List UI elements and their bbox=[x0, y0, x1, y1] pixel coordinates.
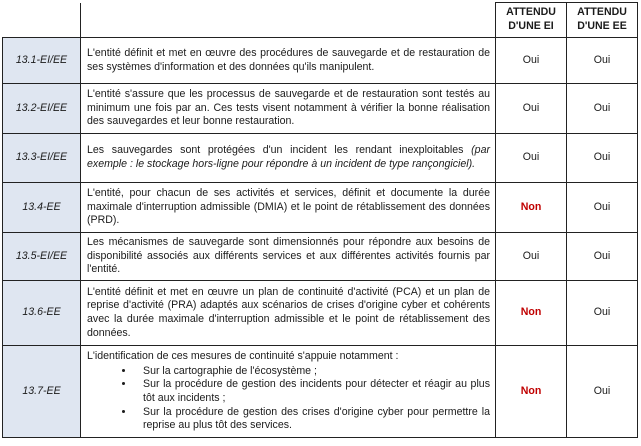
row-answer-ee: Oui bbox=[567, 183, 638, 233]
row-code: 13.3-EI/EE bbox=[3, 134, 81, 183]
row-answer-ei: Non bbox=[496, 346, 567, 438]
row-requirement-text: Les sauvegardes sont protégées d'un incident les rendant inexploitables bbox=[87, 144, 464, 157]
row-answer-ei: Non bbox=[496, 281, 567, 346]
row-code: 13.5-EI/EE bbox=[3, 233, 81, 281]
row-answer-ee: Oui bbox=[567, 346, 638, 438]
header-ei-line2: D'UNE EI bbox=[508, 20, 554, 32]
bullet-list bbox=[87, 365, 490, 433]
table-row bbox=[3, 84, 638, 134]
header-ee-line2: D'UNE EE bbox=[577, 20, 627, 32]
header-empty-cell bbox=[3, 3, 81, 38]
header-ei-line1: ATTENDU bbox=[506, 6, 556, 19]
row-requirement-text: L'identification de ces mesures de continuité s'appuie notamment : bbox=[87, 350, 399, 363]
table-row bbox=[3, 281, 638, 346]
row-answer-ei: Oui bbox=[496, 38, 567, 84]
list-item: • Sur la procédure de gestion des crises d'origine cyber pour permettre la reprise au plus tôt des services. bbox=[135, 406, 490, 433]
row-answer-ei: Non bbox=[496, 183, 567, 233]
row-answer-ee: Oui bbox=[567, 281, 638, 346]
row-answer-ee: Oui bbox=[567, 38, 638, 84]
row-requirement bbox=[81, 346, 496, 438]
row-answer-ei: Oui bbox=[496, 84, 567, 134]
table-header-row bbox=[3, 3, 638, 38]
header-ee-line1: ATTENDU bbox=[577, 6, 627, 19]
row-requirement bbox=[81, 134, 496, 183]
header-attendu-ei bbox=[496, 3, 567, 38]
row-requirement: L'entité définit et met en œuvre des procédures de sauvegarde et de restauration de ses systèmes d'information et des données qu'ils manipulent. bbox=[81, 38, 496, 84]
table-row bbox=[3, 346, 638, 438]
row-code: 13.1-EI/EE bbox=[3, 38, 81, 84]
header-empty-cell bbox=[81, 3, 496, 38]
row-requirement: L'entité s'assure que les processus de sauvegarde et de restauration sont testés au minimum une fois par an. Ces tests visent notamment à vérifier la bonne réalisation des sauvegardes et leur bonne restauration. bbox=[81, 84, 496, 134]
row-requirement: Les mécanismes de sauvegarde sont dimensionnés pour répondre aux besoins de disponibilité associés aux différents services et aux différentes activités fournis par l'entité. bbox=[81, 233, 496, 281]
row-answer-ee: Oui bbox=[567, 233, 638, 281]
table-row bbox=[3, 233, 638, 281]
table-row bbox=[3, 183, 638, 233]
row-answer-ei: Oui bbox=[496, 233, 567, 281]
table-row bbox=[3, 38, 638, 84]
list-item: • Sur la cartographie de l'écosystème ; bbox=[135, 365, 490, 379]
row-requirement-example: (par exemple : le stockage hors-ligne pour répondre à un incident de type rançongiciel). bbox=[87, 144, 490, 170]
row-answer-ee: Oui bbox=[567, 134, 638, 183]
row-requirement: L'entité définit et met en œuvre un plan de continuité d'activité (PCA) et un plan de reprise d'activité (PRA) adaptés aux scénarios de crises d'origine cyber et cohérents avec la durée maximale d'interruption admissible et le point de rétablissement des données. bbox=[81, 281, 496, 346]
row-code: 13.7-EE bbox=[3, 346, 81, 438]
requirements-table bbox=[2, 2, 638, 438]
row-requirement: L'entité, pour chacun de ses activités et services, définit et documente la durée maximale d'interruption admissible (DMIA) et le point de rétablissement des données (PRD). bbox=[81, 183, 496, 233]
list-item: • Sur la procédure de gestion des incidents pour détecter et réagir au plus tôt aux incidents ; bbox=[135, 378, 490, 405]
row-answer-ee: Oui bbox=[567, 84, 638, 134]
row-code: 13.2-EI/EE bbox=[3, 84, 81, 134]
table-row bbox=[3, 134, 638, 183]
row-code: 13.6-EE bbox=[3, 281, 81, 346]
row-code: 13.4-EE bbox=[3, 183, 81, 233]
header-attendu-ee bbox=[567, 3, 638, 38]
row-answer-ei: Oui bbox=[496, 134, 567, 183]
